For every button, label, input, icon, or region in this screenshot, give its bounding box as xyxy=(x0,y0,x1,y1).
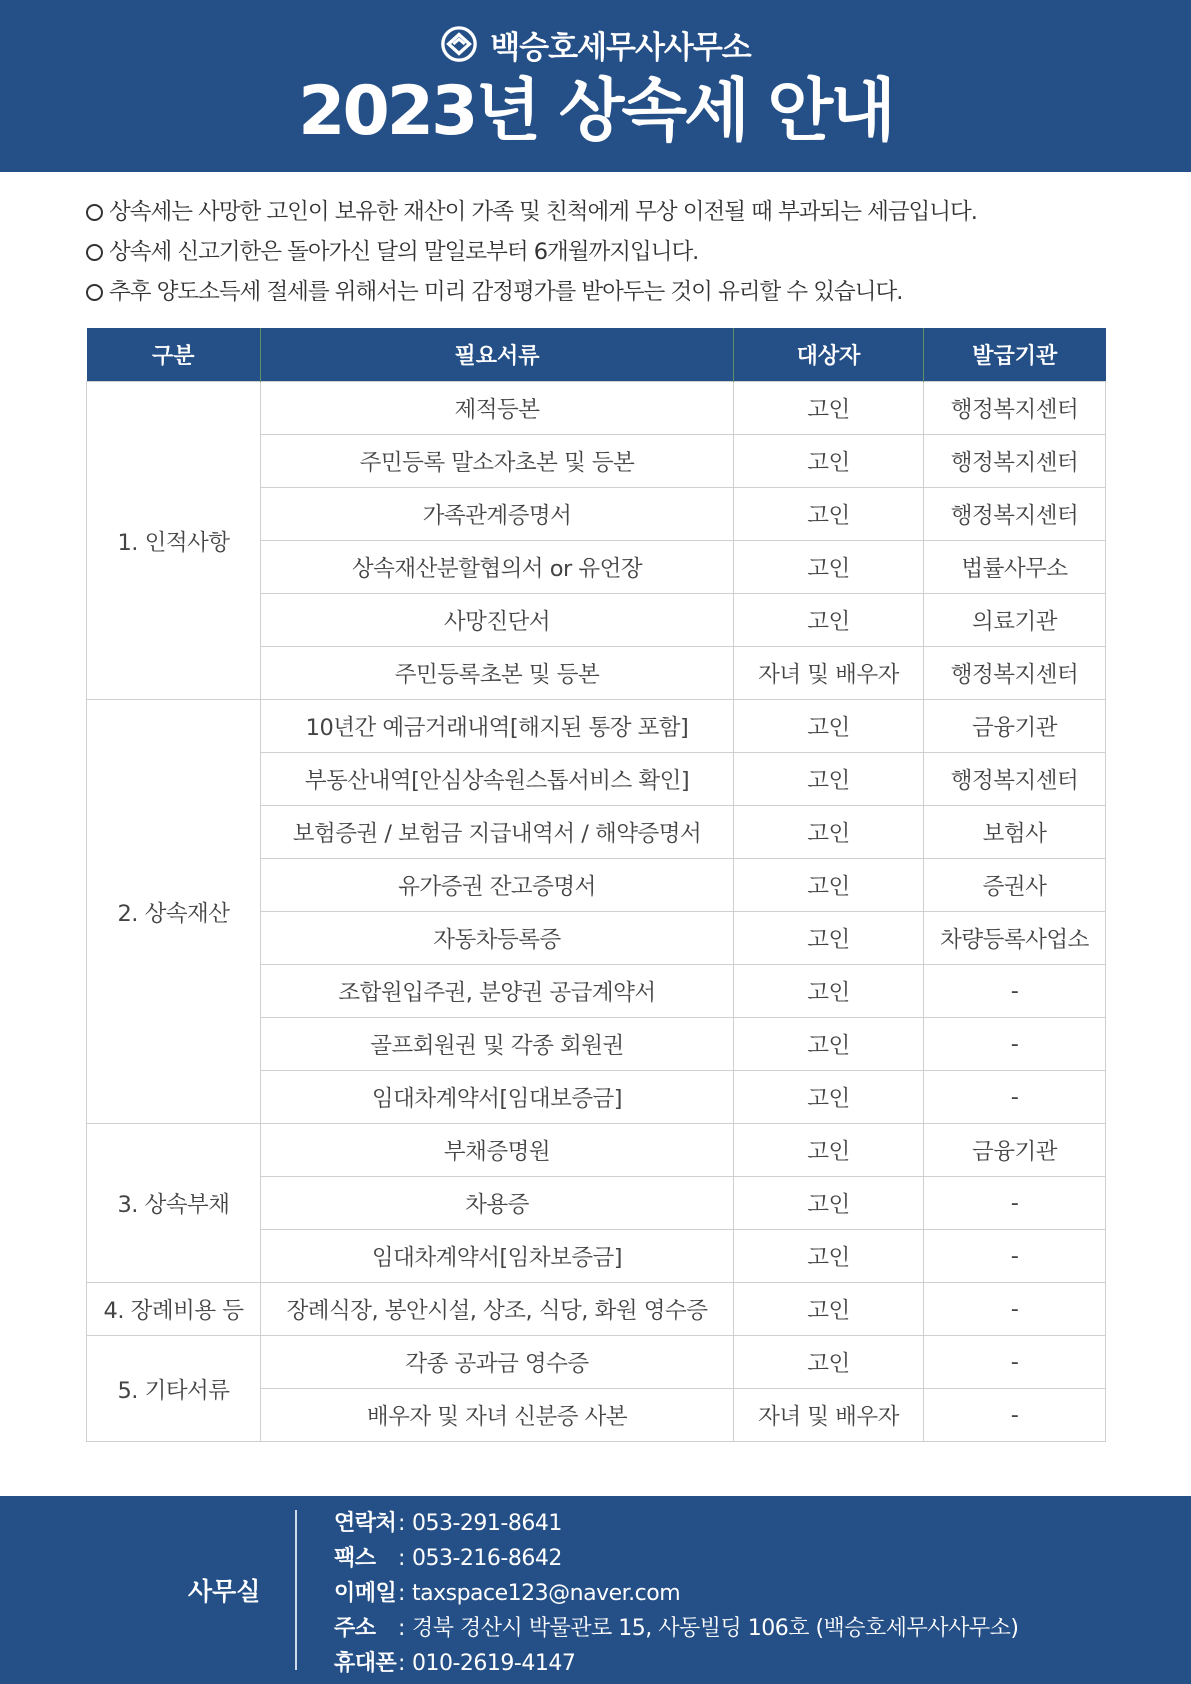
table-row xyxy=(87,1283,1106,1336)
document-cell: 가족관계증명서 xyxy=(261,488,734,541)
document-cell: 제적등본 xyxy=(261,382,734,435)
category-cell: 3. 상속부채 xyxy=(87,1124,261,1283)
issuer-cell: 행정복지센터 xyxy=(924,753,1106,806)
circle-bullet-icon xyxy=(86,244,103,261)
circle-bullet-icon xyxy=(86,204,103,221)
contact-fax: 팩스 : 053-216-8642 xyxy=(334,1546,562,1571)
document-cell: 조합원입주권, 분양권 공급계약서 xyxy=(261,965,734,1018)
target-cell: 고인 xyxy=(734,435,924,488)
target-cell: 고인 xyxy=(734,1283,924,1336)
target-cell: 고인 xyxy=(734,541,924,594)
category-cell: 2. 상속재산 xyxy=(87,700,261,1124)
target-cell: 고인 xyxy=(734,912,924,965)
brand-name: 백승호세무사사무소 xyxy=(490,29,751,66)
document-cell: 사망진단서 xyxy=(261,594,734,647)
header-issuer: 발급기관 xyxy=(924,328,1106,382)
issuer-cell: 행정복지센터 xyxy=(924,647,1106,700)
document-cell: 장례식장, 봉안시설, 상조, 식당, 화원 영수증 xyxy=(261,1283,734,1336)
footer-divider xyxy=(295,1510,297,1670)
document-cell: 배우자 및 자녀 신분증 사본 xyxy=(261,1389,734,1442)
issuer-cell: 법률사무소 xyxy=(924,541,1106,594)
category-cell: 1. 인적사항 xyxy=(87,382,261,700)
documents-table xyxy=(86,328,1106,1442)
issuer-cell: - xyxy=(924,1071,1106,1124)
target-cell: 자녀 및 배우자 xyxy=(734,1389,924,1442)
issuer-cell: 행정복지센터 xyxy=(924,382,1106,435)
document-cell: 임대차계약서[임차보증금] xyxy=(261,1230,734,1283)
target-cell: 자녀 및 배우자 xyxy=(734,647,924,700)
target-cell: 고인 xyxy=(734,1071,924,1124)
document-cell: 주민등록초본 및 등본 xyxy=(261,647,734,700)
issuer-cell: - xyxy=(924,1230,1106,1283)
target-cell: 고인 xyxy=(734,1336,924,1389)
issuer-cell: - xyxy=(924,1283,1106,1336)
header-banner xyxy=(0,0,1191,172)
table-row xyxy=(87,1336,1106,1389)
target-cell: 고인 xyxy=(734,965,924,1018)
document-cell: 부동산내역[안심상속원스톱서비스 확인] xyxy=(261,753,734,806)
issuer-cell: 증권사 xyxy=(924,859,1106,912)
document-cell: 주민등록 말소자초본 및 등본 xyxy=(261,435,734,488)
target-cell: 고인 xyxy=(734,382,924,435)
target-cell: 고인 xyxy=(734,1177,924,1230)
contact-phone: 연락처 : 053-291-8641 xyxy=(334,1511,562,1536)
intro-item: 상속세는 사망한 고인이 보유한 재산이 가족 및 친척에게 무상 이전될 때 부과되는 세금입니다. xyxy=(86,192,1126,232)
issuer-cell: 의료기관 xyxy=(924,594,1106,647)
footer xyxy=(0,1496,1191,1684)
issuer-cell: - xyxy=(924,1018,1106,1071)
issuer-cell: 행정복지센터 xyxy=(924,435,1106,488)
document-cell: 유가증권 잔고증명서 xyxy=(261,859,734,912)
document-cell: 임대차계약서[임대보증금] xyxy=(261,1071,734,1124)
issuer-cell: - xyxy=(924,1336,1106,1389)
issuer-cell: 금융기관 xyxy=(924,1124,1106,1177)
header-documents: 필요서류 xyxy=(261,328,734,382)
contact-mobile: 휴대폰 : 010-2619-4147 xyxy=(334,1651,576,1676)
document-cell: 보험증권 / 보험금 지급내역서 / 해약증명서 xyxy=(261,806,734,859)
issuer-cell: - xyxy=(924,1389,1106,1442)
target-cell: 고인 xyxy=(734,859,924,912)
document-cell: 자동차등록증 xyxy=(261,912,734,965)
header-target: 대상자 xyxy=(734,328,924,382)
target-cell: 고인 xyxy=(734,700,924,753)
office-label: 사무실 xyxy=(188,1577,261,1606)
target-cell: 고인 xyxy=(734,594,924,647)
target-cell: 고인 xyxy=(734,1018,924,1071)
table-row xyxy=(87,700,1106,753)
office-logo-icon xyxy=(440,25,478,63)
circle-bullet-icon xyxy=(86,284,103,301)
table-body xyxy=(87,382,1106,1442)
document-cell: 골프회원권 및 각종 회원권 xyxy=(261,1018,734,1071)
issuer-cell: - xyxy=(924,965,1106,1018)
header-category: 구분 xyxy=(87,328,261,382)
table-header-row xyxy=(87,328,1106,382)
target-cell: 고인 xyxy=(734,488,924,541)
document-cell: 상속재산분할협의서 or 유언장 xyxy=(261,541,734,594)
table-row xyxy=(87,382,1106,435)
issuer-cell: 금융기관 xyxy=(924,700,1106,753)
contact-email: 이메일 : taxspace123@naver.com xyxy=(334,1581,681,1606)
target-cell: 고인 xyxy=(734,1230,924,1283)
table-row xyxy=(87,1124,1106,1177)
category-cell: 5. 기타서류 xyxy=(87,1336,261,1442)
document-cell: 부채증명원 xyxy=(261,1124,734,1177)
target-cell: 고인 xyxy=(734,806,924,859)
issuer-cell: 행정복지센터 xyxy=(924,488,1106,541)
target-cell: 고인 xyxy=(734,753,924,806)
page-title: 2023년 상속세 안내 xyxy=(298,72,893,151)
contact-address: 주소 : 경북 경산시 박물관로 15, 사동빌딩 106호 (백승호세무사사무소) xyxy=(334,1616,1019,1641)
intro-item: 상속세 신고기한은 돌아가신 달의 말일로부터 6개월까지입니다. xyxy=(86,232,1126,272)
document-cell: 차용증 xyxy=(261,1177,734,1230)
issuer-cell: 차량등록사업소 xyxy=(924,912,1106,965)
category-cell: 4. 장례비용 등 xyxy=(87,1283,261,1336)
issuer-cell: - xyxy=(924,1177,1106,1230)
document-cell: 각종 공과금 영수증 xyxy=(261,1336,734,1389)
document-cell: 10년간 예금거래내역[해지된 통장 포함] xyxy=(261,700,734,753)
issuer-cell: 보험사 xyxy=(924,806,1106,859)
intro-item: 추후 양도소득세 절세를 위해서는 미리 감정평가를 받아두는 것이 유리할 수 있습니다. xyxy=(86,272,1126,312)
intro-list xyxy=(86,192,1126,312)
target-cell: 고인 xyxy=(734,1124,924,1177)
brand xyxy=(0,20,1191,68)
contact-info xyxy=(334,1506,1018,1681)
